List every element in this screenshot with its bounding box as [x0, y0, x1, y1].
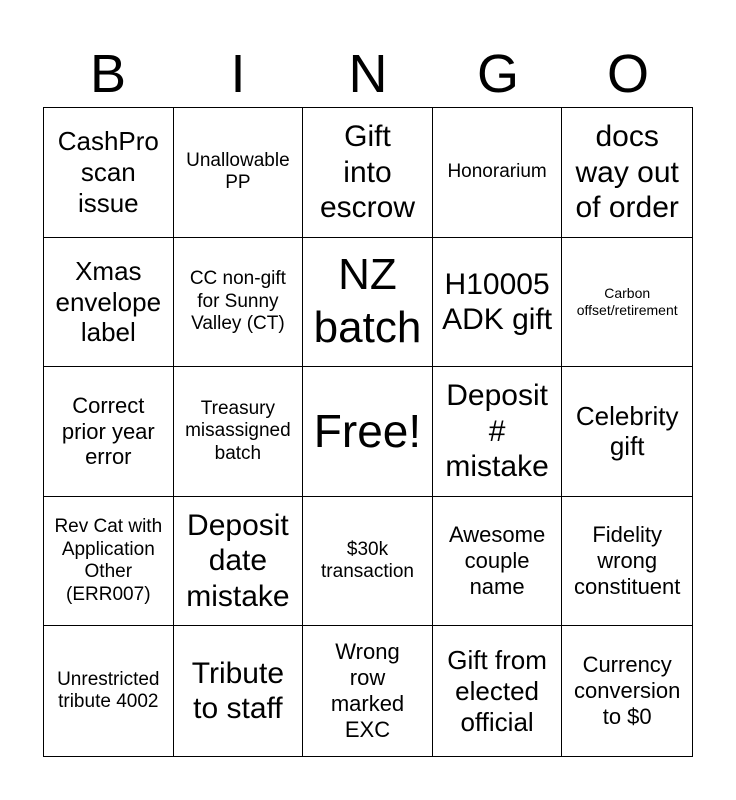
bingo-cell[interactable]: Honorarium	[433, 108, 563, 238]
bingo-cell[interactable]: Treasury misassigned batch	[174, 367, 304, 497]
bingo-cell[interactable]: H10005 ADK gift	[433, 238, 563, 368]
header-letter-b: B	[89, 44, 127, 104]
bingo-cell[interactable]: Celebrity gift	[562, 367, 692, 497]
bingo-cell[interactable]: Fidelity wrong constituent	[562, 497, 692, 627]
bingo-cell[interactable]: docs way out of order	[562, 108, 692, 238]
bingo-cell[interactable]: Xmas envelope label	[44, 238, 174, 368]
header-letter-o: O	[606, 44, 649, 104]
bingo-cell[interactable]: Unrestricted tribute 4002	[44, 626, 174, 756]
header-letter-i: I	[230, 44, 246, 104]
bingo-cell[interactable]: Currency conversion to $0	[574, 652, 681, 730]
bingo-cell[interactable]: CC non-gift for Sunny Valley (CT)	[174, 238, 304, 368]
bingo-cell[interactable]: Wrong row marked EXC	[303, 626, 433, 756]
bingo-cell[interactable]: Gift from elected official	[433, 626, 563, 756]
bingo-cell[interactable]: $30k transaction	[303, 497, 433, 627]
bingo-cell[interactable]: Carbon offset/retirement	[562, 238, 692, 368]
bingo-cell[interactable]: Unallowable PP	[174, 108, 304, 238]
bingo-cell[interactable]: Awesome couple name	[433, 497, 563, 627]
header-letter-n: N	[348, 44, 388, 104]
header-letter-g: G	[476, 44, 519, 104]
free-space[interactable]: Free!	[303, 367, 433, 497]
bingo-cell[interactable]: Rev Cat with Application Other (ERR007)	[44, 497, 174, 627]
bingo-board	[43, 107, 693, 757]
bingo-header	[43, 40, 693, 108]
bingo-cell[interactable]: Correct prior year error	[44, 367, 174, 497]
bingo-cell[interactable]: Deposit # mistake	[433, 367, 563, 497]
bingo-cell[interactable]: Gift into escrow	[303, 108, 433, 238]
bingo-cell[interactable]: CashPro scan issue	[44, 108, 174, 238]
bingo-cell[interactable]: NZ batch	[303, 238, 433, 368]
bingo-cell[interactable]: Tribute to staff	[174, 626, 304, 756]
bingo-cell[interactable]: Deposit date mistake	[174, 497, 304, 627]
